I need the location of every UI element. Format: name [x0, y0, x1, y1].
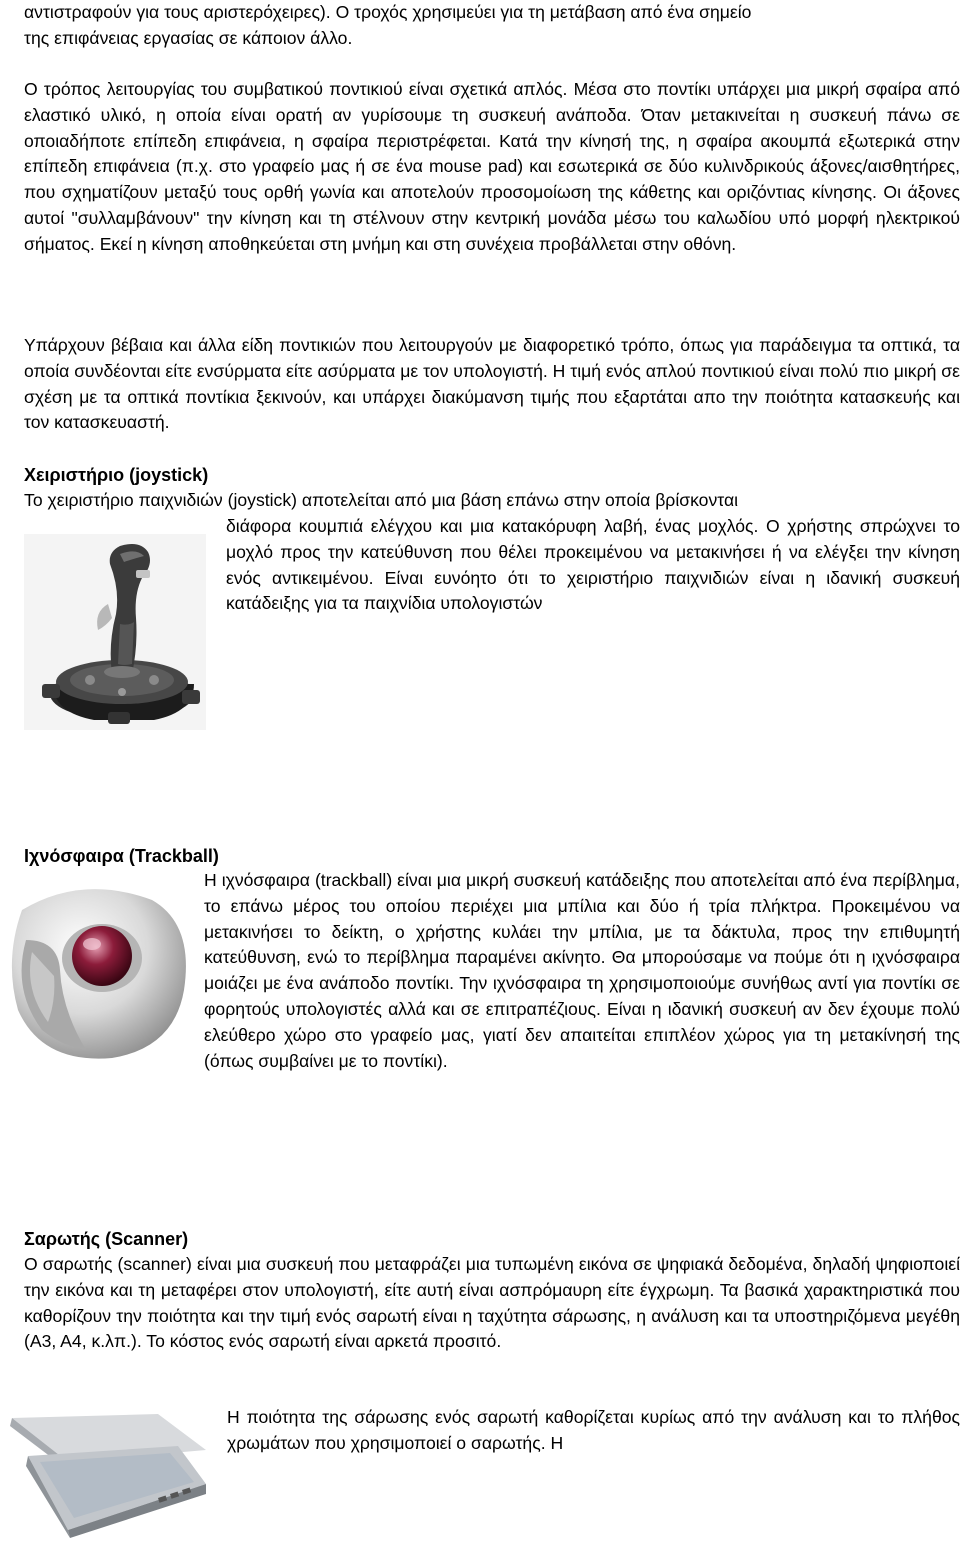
scanner-text: Ο σαρωτής (scanner) είναι μια συσκευή που μεταφράζει μια τυπωμένη εικόνα σε ψηφιακά δεδομένα, δηλαδή ψηφιοποιεί την εικόνα και τη μεταφέρει στον υπολογιστή, είτε αυτή είναι ασπρόμαυρη είτε έγχρωμη. Τα βασικά χαρακτηριστικά που καθορίζουν την ποιότητα και την τιμή ενός σαρωτή είναι η ταχύτητα σάρωσης, η ανάλυση και τα υποστηριζόμενα μεγέθη (A3, A4, κ.λπ.). Το κόστος ενός σαρωτή είναι αρκετά προσιτό.: [24, 1254, 960, 1352]
trackball-image: [2, 880, 192, 1062]
intro-line-2: της επιφάνειας εργασίας σε κάποιον άλλο.: [24, 27, 353, 48]
scanner-quality-text: Η ποιότητα της σάρωσης ενός σαρωτή καθορίζεται κυρίως από την ανάλυση και το πλήθος χρωμάτων που χρησιμοποιεί ο σαρωτής. Η: [227, 1407, 960, 1453]
mouse-paragraph-block: [24, 77, 960, 258]
joystick-first-line: Το χειριστήριο παιχνιδιών (joystick) αποτελείται από μια βάση επάνω στην οποία βρίσκονται: [24, 490, 739, 510]
trackball-section: [24, 843, 960, 869]
scanner-section: [24, 1226, 960, 1355]
joystick-image: [24, 534, 206, 730]
scanner-heading: Σαρωτής (Scanner): [24, 1229, 189, 1249]
mouse-paragraph: Ο τρόπος λειτουργίας του συμβατικού ποντικιού είναι σχετικά απλός. Μέσα στο ποντίκι υπάρχει μια μικρή σφαίρα από ελαστικό υλικό, η οποία είναι ορατή αν γυρίσουμε τη συσκευή ανάποδα. Όταν μετακινείται η συσκευή πάνω σε οποιαδήποτε επίπεδη επιφάνεια, η σφαίρα περιστρέφεται. Κατά την κίνησή της, η σφαίρα ακουμπά εξωτερικά στην επίπεδη επιφάνεια (π.χ. στο γραφείο μας ή σε ένα mouse pad) και εσωτερικά σε δύο κυλινδρικούς άξονες/αισθητήρες, που σχηματίζουν μεταξύ τους ορθή γωνία και αποτελούν προσομοίωση της κάθετης και οριζόντιας κίνησης. Οι άξονες αυτοί "συλλαμβάνουν" την κίνηση και τη στέλνουν στην κεντρική μονάδα μέσω του καλωδίου υπό μορφή ηλεκτρικού σήματος. Εκεί η κίνηση αποθηκεύεται στη μνήμη και στη συνέχεια προβάλλεται στην οθόνη.: [24, 79, 960, 254]
scanner-image: [8, 1410, 208, 1540]
joystick-text-block: [226, 514, 960, 617]
trackball-text: Η ιχνόσφαιρα (trackball) είναι μια μικρή συσκευή κατάδειξης που αποτελείται από ένα περίβλημα, το επάνω μέρος του οποίου περιέχει μια μπίλια και δύο ή τρία πλήκτρα. Προκειμένου να μετακινήσει το δείκτη, ο χρήστης κυλάει την μπίλια, με τα δάκτυλα, προς την επιθυμητή κατεύθυνση, ενώ το περίβλημα παραμένει ακίνητο. Θα μπορούσαμε να πούμε ότι η ιχνόσφαιρα μοιάζει με ένα ανάποδο ποντίκι. Την ιχνόσφαιρα τη χρησιμοποιούμε συνήθως αντί για ποντίκι σε φορητούς υπολογιστές αλλά και σε επιτραπέζιους. Είναι η ιδανική συσκευή αν δεν έχουμε πολύ ελεύθερο χώρο στο γραφείο μας, γιατί δεν απαιτείται επιπλέον χώρος για τη μετακίνησή της (όπως συμβαίνει με το ποντίκι).: [204, 870, 960, 1071]
other-mice-paragraph-block: [24, 333, 960, 436]
joystick-text: διάφορα κουμπιά ελέγχου και μια κατακόρυφη λαβή, ένας μοχλός. Ο χρήστης σπρώχνει το μοχλό προς την κατεύθυνση που θέλει προκειμένου να μετακινήσει ή να ελέγξει την κίνηση ενός αντικειμένου. Είναι ευνόητο ότι το χειριστήριο παιχνιδιών είναι η ιδανική συσκευή κατάδειξης για τα παιχνίδια υπολογιστών: [226, 516, 960, 614]
joystick-heading: Χειριστήριο (joystick): [24, 465, 209, 485]
intro-block: [24, 0, 960, 52]
trackball-text-block: [204, 868, 960, 1074]
intro-line-1: αντιστραφούν για τους αριστερόχειρες). Ο τροχός χρησιμεύει για τη μετάβαση από ένα σημείο: [24, 2, 752, 22]
trackball-heading: Ιχνόσφαιρα (Trackball): [24, 846, 219, 866]
scanner-quality-block: [227, 1405, 960, 1457]
joystick-section: [24, 462, 960, 514]
other-mice-paragraph: Υπάρχουν βέβαια και άλλα είδη ποντικιών που λειτουργούν με διαφορετικό τρόπο, όπως για παράδειγμα τα οπτικά, τα οποία συνδέονται είτε ενσύρματα είτε ασύρματα με τον υπολογιστή. Η τιμή ενός απλού ποντικιού είναι πολύ πιο μικρή σε σχέση με τα οπτικά ποντίκια ξεκινούν, και υπάρχει διακύμανση τιμής που εξαρτάται απο την ποιότητα κατασκευής και τον κατασκευαστή.: [24, 335, 960, 433]
